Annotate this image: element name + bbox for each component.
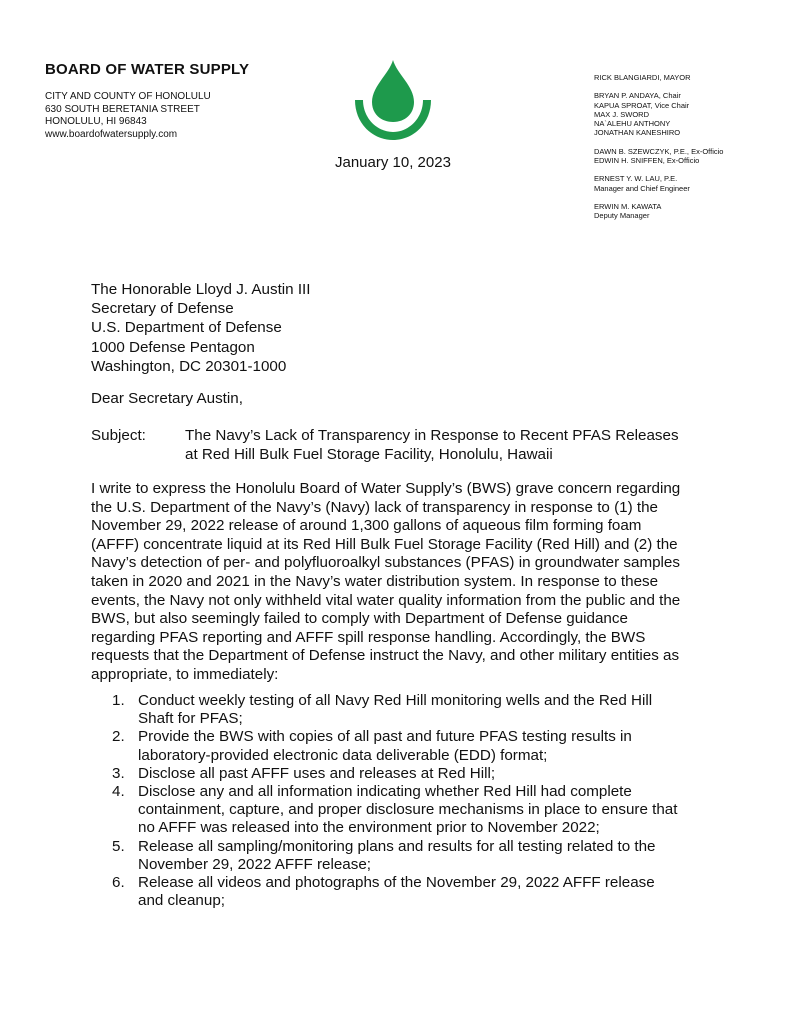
official-line: MAX J. SWORD — [594, 109, 650, 119]
org-name: BOARD OF WATER SUPPLY — [45, 61, 250, 78]
list-item — [91, 765, 691, 783]
list-item-line: Provide the BWS with copies of all past and future PFAS testing results in — [138, 728, 632, 746]
body-line: I write to express the Honolulu Board of Water Supply’s (BWS) grave concern regarding — [91, 480, 681, 497]
body-line: November 29, 2022 release of around 1,300 gallons of aqueous film forming foam — [91, 517, 642, 535]
subject-text — [185, 426, 725, 464]
website-link[interactable]: www.boardofwatersupply.com — [45, 128, 178, 140]
address-line: CITY AND COUNTY OF HONOLULU — [45, 91, 211, 102]
official-line: NA`ALEHU ANTHONY — [594, 119, 671, 129]
salutation: Dear Secretary Austin, — [91, 390, 243, 407]
list-item-number: 3. — [112, 764, 125, 782]
address-line: 630 SOUTH BERETANIA STREET — [45, 103, 200, 115]
list-item — [91, 838, 691, 874]
subject-label: Subject: — [91, 427, 146, 444]
list-item-number: 1. — [112, 692, 125, 709]
org-address — [45, 91, 211, 141]
list-item-line: Disclose all past AFFF uses and releases at Red Hill; — [138, 764, 496, 782]
officials-roster — [594, 73, 723, 230]
recipient-line: 1000 Defense Pentagon — [91, 338, 255, 356]
body-line: Navy’s detection of per- and polyfluoroalkyl substances (PFAS) in groundwater samples — [91, 554, 680, 572]
official-line: BRYAN P. ANDAYA, Chair — [594, 91, 681, 101]
list-item-line: no AFFF was released into the environment prior to November 2022; — [138, 819, 600, 837]
letter-date: January 10, 2023 — [335, 154, 451, 171]
body-line: regarding PFAS reporting and AFFF spill response handling. Accordingly, the BWS — [91, 628, 646, 646]
recipient-line: The Honorable Lloyd J. Austin III — [91, 281, 311, 298]
logo-drop — [372, 60, 414, 122]
subject-text-line: The Navy’s Lack of Transparency in Response to Recent PFAS Releases — [185, 427, 679, 444]
list-item-number: 6. — [112, 874, 125, 892]
official-line: ERWIN M. KAWATA — [594, 201, 662, 211]
list-item-line: Release all sampling/monitoring plans and results for all testing related to the — [138, 837, 656, 855]
official-line: Manager and Chief Engineer — [594, 183, 690, 193]
list-item-number: 4. — [112, 783, 125, 801]
officials-group-mayor — [594, 73, 723, 82]
body-line: BWS, but also seemingly failed to comply with Department of Defense guidance — [91, 610, 628, 628]
list-item — [91, 692, 691, 728]
officials-group-manager — [594, 174, 723, 193]
requests-list — [91, 692, 691, 910]
official-line: DAWN B. SZEWCZYK, P.E., Ex-Officio — [594, 146, 724, 156]
list-item-line: containment, capture, and proper disclosure mechanisms in place to ensure that — [138, 801, 678, 819]
body-line: requests that the Department of Defense instruct the Navy, and other military entities as — [91, 647, 680, 665]
officials-group-ex-officio — [594, 147, 723, 166]
official-line: JONATHAN KANESHIRO — [594, 128, 681, 138]
list-item — [91, 728, 691, 764]
recipient-address — [91, 280, 311, 376]
list-item-number: 2. — [112, 728, 125, 746]
officials-group-deputy — [594, 202, 723, 221]
body-line: events, the Navy not only withheld vital water quality information from the public and the — [91, 591, 681, 609]
address-line: HONOLULU, HI 96843 — [45, 116, 147, 127]
list-item-line: November 29, 2022 AFFF release; — [138, 855, 371, 873]
recipient-line: Secretary of Defense — [91, 300, 234, 318]
list-item — [91, 783, 691, 838]
body-line: appropriate, to immediately: — [91, 665, 279, 683]
list-item — [91, 874, 691, 910]
list-item-line: Conduct weekly testing of all Navy Red Hill monitoring wells and the Red Hill — [138, 692, 653, 709]
recipient-line: Washington, DC 20301-1000 — [91, 357, 287, 375]
water-drop-logo-icon — [349, 56, 437, 144]
official-line: ERNEST Y. W. LAU, P.E. — [594, 174, 678, 184]
body-line: (AFFF) concentrate liquid at its Red Hill Bulk Fuel Storage Facility (Red Hill) and (2) the — [91, 535, 678, 553]
official-line: RICK BLANGIARDI, MAYOR — [594, 73, 691, 82]
body-line: the U.S. Department of the Navy’s (Navy) lack of transparency in response to (1) the — [91, 498, 658, 516]
list-item-line: laboratory-provided electronic data deliverable (EDD) format; — [138, 746, 548, 764]
official-line: Deputy Manager — [594, 211, 650, 221]
list-item-number: 5. — [112, 837, 125, 855]
body-paragraph — [91, 480, 709, 685]
list-item-line: and cleanup; — [138, 892, 225, 910]
official-line: KAPUA SPROAT, Vice Chair — [594, 100, 690, 110]
recipient-line: U.S. Department of Defense — [91, 319, 282, 337]
officials-group-board — [594, 91, 723, 137]
subject-text-line: at Red Hill Bulk Fuel Storage Facility, Honolulu, Hawaii — [185, 446, 553, 463]
body-line: taken in 2020 and 2021 in the Navy’s water distribution system. In response to these — [91, 572, 659, 590]
list-item-line: Shaft for PFAS; — [138, 710, 243, 728]
official-line: EDWIN H. SNIFFEN, Ex-Officio — [594, 156, 700, 166]
list-item-line: Release all videos and photographs of the November 29, 2022 AFFF release — [138, 874, 655, 892]
list-item-line: Disclose any and all information indicating whether Red Hill had complete — [138, 783, 632, 801]
